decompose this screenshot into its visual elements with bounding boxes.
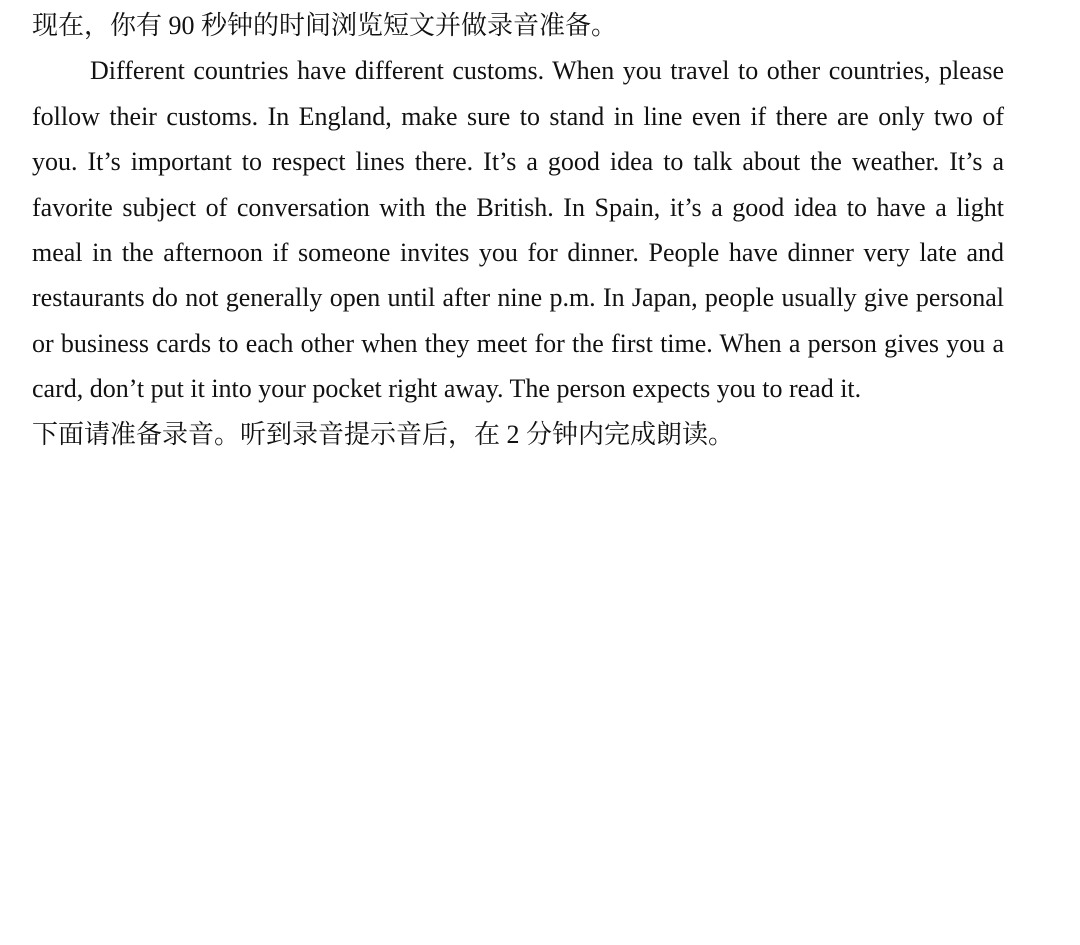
instruction-preparation: 现在，你有 90 秒钟的时间浏览短文并做录音准备。 bbox=[32, 11, 618, 40]
instruction-recording: 下面请准备录音。听到录音提示音后，在 2 分钟内完成朗读。 bbox=[32, 419, 735, 449]
reading-passage: Different countries have different customs. When you travel to other countries, please follow their customs. In England, make sure to stand in line even if there are only two of you. It’s important to respect lines there. It’s a good idea to talk about the weather. It’s a favorite subject of conversation with the British. In Spain, it’s a good idea to have a light meal in the afternoon if someone invites you for dinner. People have dinner very late and restaurants do not generally open until after nine p.m. In Japan, people usually give personal or business cards to each other when they meet for the first time. When a person gives you a card, don’t put it into your pocket right away. The person expects you to read it. bbox=[32, 56, 1004, 404]
exam-page bbox=[32, 0, 1004, 457]
